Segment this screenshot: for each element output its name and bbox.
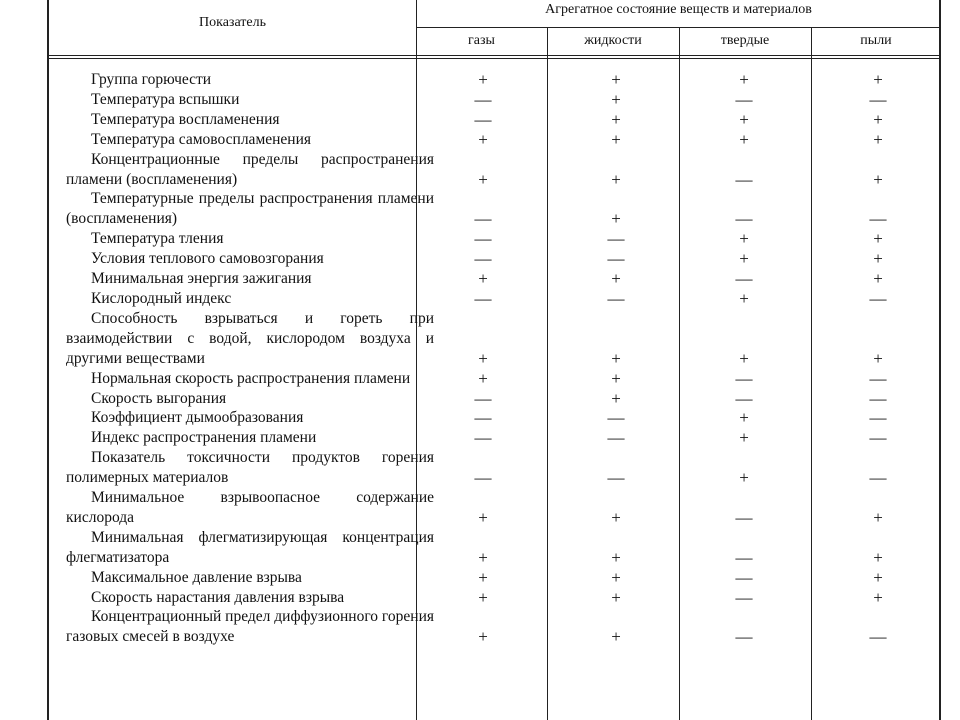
value-solids: — [735,269,753,289]
table-row [49,90,939,110]
value-dusts: — [869,89,887,109]
value-gases: + [478,507,488,527]
value-solids: — [735,209,753,229]
row-indicator: Температурные пределы распространения пламени (воспламенения) [66,190,434,228]
value-dusts: — [869,428,887,448]
table-row [49,607,939,647]
value-gases: — [474,388,492,408]
row-indicator: Показатель токсичности продуктов горения полимерных материалов [66,449,434,487]
value-solids: — [735,567,753,587]
row-indicator: Скорость выгорания [91,389,227,407]
indicators-table [47,0,941,720]
value-gases: + [478,169,488,189]
value-liquids: + [611,169,621,189]
value-gases: — [474,249,492,269]
value-solids: — [735,547,753,567]
value-solids: + [739,70,749,89]
value-liquids: — [607,249,625,269]
value-solids: — [735,587,753,607]
table-row [49,448,939,488]
value-solids: — [735,169,753,189]
value-gases: + [478,269,488,289]
value-dusts: — [869,209,887,229]
table-row [49,428,939,448]
row-indicator: Минимальное взрывоопасное содержание кислорода [66,489,434,526]
value-liquids: + [611,89,621,109]
value-gases: + [478,129,488,149]
value-gases: + [478,587,488,607]
value-dusts: + [873,169,883,189]
row-indicator: Способность взрываться и гореть при взаимодействии с водой, кислородом воздуха и другими веществами [66,309,434,367]
header-column-solids: твердые [720,33,770,48]
value-gases: + [478,567,488,587]
row-indicator: Нормальная скорость распространения пламени [91,369,411,387]
table-row [49,269,939,289]
header-bottom-rule [49,55,939,56]
value-liquids: + [611,507,621,527]
row-indicator: Минимальная энергия зажигания [91,270,312,288]
value-gases: + [478,348,488,368]
value-liquids: — [607,468,625,488]
row-indicator: Индекс распространения пламени [91,429,317,447]
value-gases: + [478,70,488,89]
table-row [49,488,939,528]
row-indicator: Скорость нарастания давления взрыва [91,588,345,606]
value-gases: — [474,288,492,308]
value-solids: + [739,408,749,428]
value-gases: + [478,547,488,567]
value-solids: — [735,368,753,388]
value-solids: + [739,468,749,488]
header-column-liquids: жидкости [584,33,642,48]
value-dusts: + [873,129,883,149]
value-solids: + [739,229,749,249]
row-indicator: Группа горючести [91,71,212,88]
value-liquids: + [611,70,621,89]
value-solids: + [739,249,749,269]
value-liquids: + [611,269,621,289]
value-solids: — [735,627,753,647]
header-aggregate-state: Агрегатное состояние веществ и материалов [545,2,812,17]
table-row [49,289,939,309]
value-dusts: + [873,348,883,368]
table-row [49,408,939,428]
header-bottom-rule [49,58,939,59]
value-liquids: + [611,587,621,607]
value-dusts: — [869,288,887,308]
value-dusts: + [873,269,883,289]
value-gases: + [478,627,488,647]
value-gases: — [474,428,492,448]
value-solids: + [739,109,749,129]
value-dusts: — [869,408,887,428]
value-liquids: — [607,229,625,249]
value-solids: + [739,428,749,448]
table-row [49,528,939,568]
table-row [49,130,939,150]
value-liquids: — [607,408,625,428]
table-row [49,249,939,269]
row-indicator: Коэффициент дымообразования [91,409,304,427]
row-indicator: Температура воспламенения [91,110,280,128]
value-solids: + [739,129,749,149]
value-dusts: + [873,567,883,587]
table-row [49,229,939,249]
value-dusts: + [873,547,883,567]
row-indicator: Максимальное давление взрыва [91,568,302,586]
value-liquids: + [611,348,621,368]
table-row [49,568,939,588]
value-liquids: + [611,209,621,229]
table-row [49,309,939,369]
value-dusts: — [869,388,887,408]
value-gases: — [474,468,492,488]
row-indicator: Концентрационный предел диффузионного горения газовых смесей в воздухе [66,608,434,646]
row-indicator: Температура вспышки [91,90,240,108]
row-indicator: Концентрационные пределы распространения пламени (воспламенения) [66,150,434,188]
value-liquids: + [611,627,621,647]
value-solids: — [735,507,753,527]
value-liquids: — [607,428,625,448]
value-dusts: — [869,468,887,488]
value-dusts: + [873,587,883,607]
value-dusts: — [869,368,887,388]
value-liquids: + [611,547,621,567]
header-column-gases: газы [468,33,495,48]
table-row [49,369,939,389]
value-liquids: + [611,567,621,587]
header-column-dusts: пыли [860,33,892,48]
value-gases: — [474,89,492,109]
table-row [49,189,939,229]
value-dusts: + [873,507,883,527]
row-indicator: Температура тления [91,230,224,248]
value-gases: — [474,229,492,249]
value-liquids: — [607,288,625,308]
group-header-divider [416,27,939,28]
value-gases: — [474,109,492,129]
value-gases: — [474,408,492,428]
value-dusts: + [873,70,883,89]
table-row [49,110,939,130]
value-liquids: + [611,368,621,388]
value-dusts: + [873,249,883,269]
value-dusts: — [869,627,887,647]
row-indicator: Условия теплового самовозгорания [91,250,324,268]
value-gases: — [474,209,492,229]
table-row [49,389,939,409]
row-indicator: Температура самовоспламенения [91,130,312,148]
value-solids: + [739,288,749,308]
row-indicator: Кислородный индекс [91,289,232,307]
value-liquids: + [611,129,621,149]
table-body [49,70,939,647]
header-indicator: Показатель [199,15,266,30]
value-gases: + [478,368,488,388]
value-liquids: + [611,109,621,129]
table-row [49,70,939,90]
row-indicator: Минимальная флегматизирующая концентрация флегматизатора [66,528,434,566]
value-solids: — [735,388,753,408]
value-dusts: + [873,109,883,129]
value-solids: + [739,348,749,368]
table-row [49,150,939,190]
value-solids: — [735,89,753,109]
value-liquids: + [611,388,621,408]
table-row [49,588,939,608]
value-dusts: + [873,229,883,249]
